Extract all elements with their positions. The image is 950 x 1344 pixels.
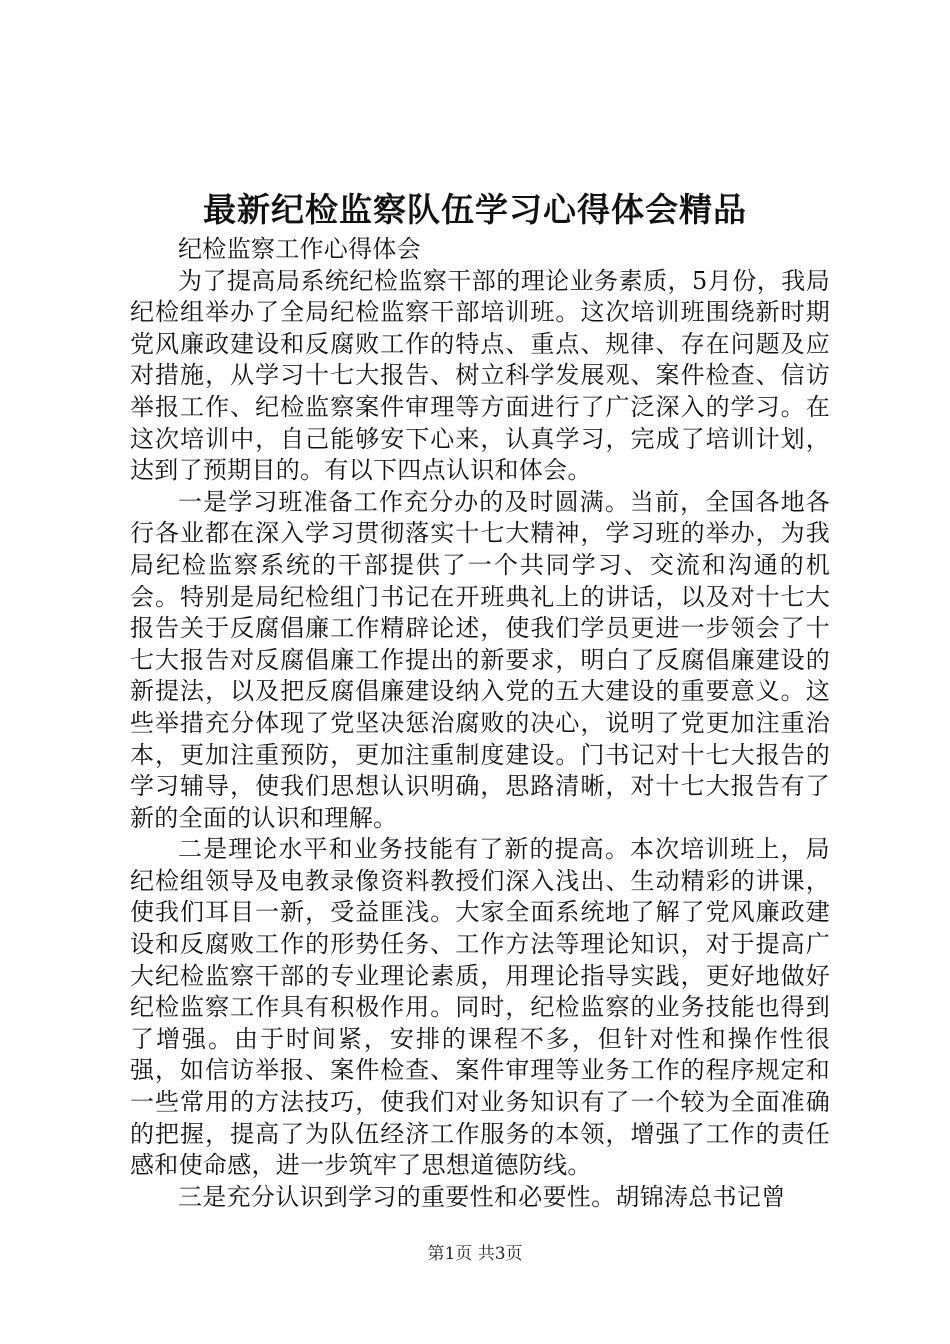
document-body <box>130 234 830 1213</box>
paragraph-point-one: 一是学习班准备工作充分办的及时圆满。当前，全国各地各行各业都在深入学习贯彻落实十七大精神，学习班的举办，为我局纪检监察系统的干部提供了一个共同学习、交流和沟通的机会。特别是局纪检组门书记在开班典礼上的讲话，以及对十七大报告关于反腐倡廉工作精辟论述，使我们学员更进一步领会了十七大报告对反腐倡廉工作提出的新要求，明白了反腐倡廉建设的新提法，以及把反腐倡廉建设纳入党的五大建设的重要意义。这些举措充分体现了党坚决惩治腐败的决心，说明了党更加注重治本，更加注重预防，更加注重制度建设。门书记对十七大报告的学习辅导，使我们思想认识明确，思路清晰，对十七大报告有了新的全面的认识和理解。 <box>130 487 830 832</box>
paragraph-point-two: 二是理论水平和业务技能有了新的提高。本次培训班上，局纪检组领导及电教录像资料教授们深入浅出、生动精彩的讲课，使我们耳目一新，受益匪浅。大家全面系统地了解了党风廉政建设和反腐败工作的形势任务、工作方法等理论知识，对于提高广大纪检监察干部的专业理论素质，用理论指导实践，更好地做好纪检监察工作具有积极作用。同时，纪检监察的业务技能也得到了增强。由于时间紧，安排的课程不多，但针对性和操作性很强，如信访举报、案件检查、案件审理等业务工作的程序规定和一些常用的方法技巧，使我们对业务知识有了一个较为全面准确的把握，提高了为队伍经济工作服务的本领，增强了工作的责任感和使命感，进一步筑牢了思想道德防线。 <box>130 835 830 1180</box>
paragraph-intro: 为了提高局系统纪检监察干部的理论业务素质，5月份，我局纪检组举办了全局纪检监察干部培训班。这次培训班围绕新时期党风廉政建设和反腐败工作的特点、重点、规律、存在问题及应对措施，从学习十七大报告、树立科学发展观、案件检查、信访举报工作、纪检监察案件审理等方面进行了广泛深入的学习。在这次培训中，自己能够安下心来，认真学习，完成了培训计划，达到了预期目的。有以下四点认识和体会。 <box>130 266 830 485</box>
document-title: 最新纪检监察队伍学习心得体会精品 <box>203 190 747 229</box>
page-number-footer: 第1页 共3页 <box>427 1244 523 1264</box>
paragraph-point-three: 三是充分认识到学习的重要性和必要性。胡锦涛总书记曾 <box>178 1182 786 1211</box>
document-subtitle: 纪检监察工作心得体会 <box>178 235 421 263</box>
